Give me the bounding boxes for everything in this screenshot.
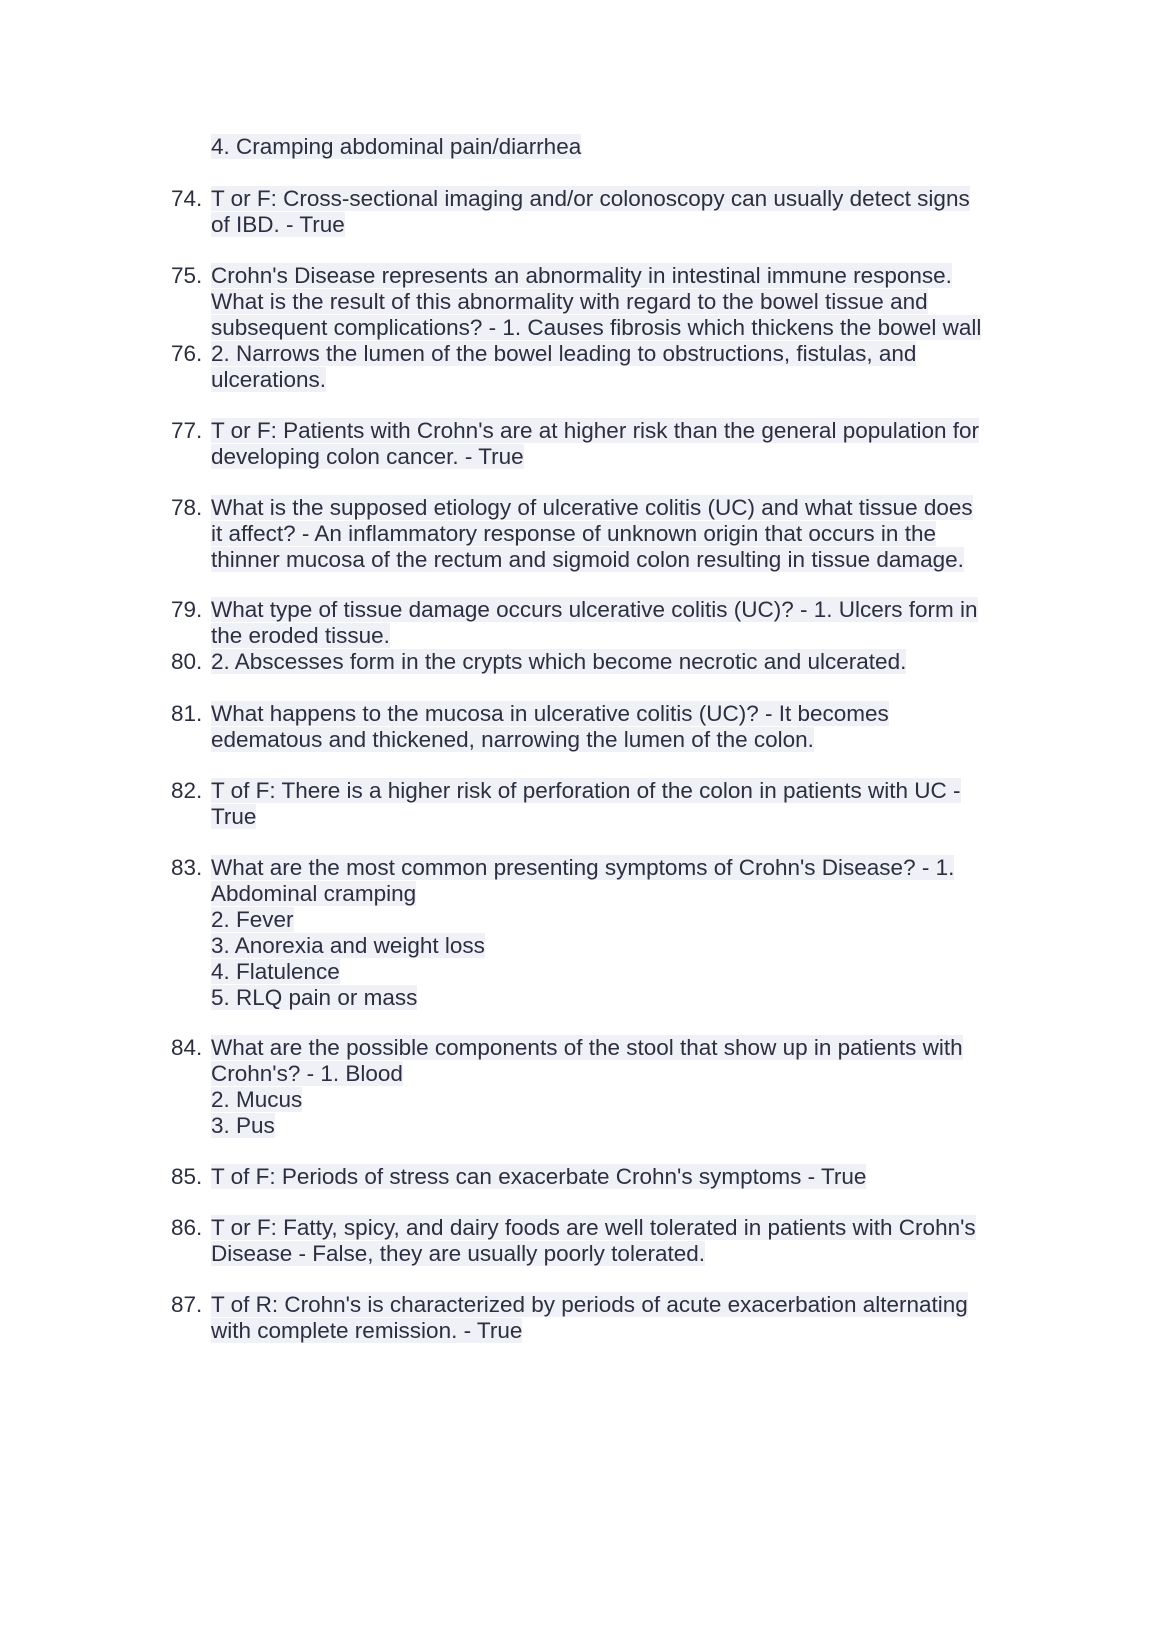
item-line: T of F: There is a higher risk of perforation of the colon in patients with UC - bbox=[211, 778, 961, 803]
item-line: 4. Flatulence bbox=[211, 959, 340, 984]
item-line: What is the result of this abnormality with regard to the bowel tissue and bbox=[211, 289, 928, 314]
item-line: developing colon cancer. - True bbox=[211, 444, 524, 469]
item-line: 2. Abscesses form in the crypts which become necrotic and ulcerated. bbox=[211, 649, 907, 674]
item-line: What happens to the mucosa in ulcerative colitis (UC)? - It becomes bbox=[211, 701, 889, 726]
item-number: 87. bbox=[171, 1292, 203, 1317]
item-line: What type of tissue damage occurs ulcerative colitis (UC)? - 1. Ulcers form in bbox=[211, 597, 978, 622]
item-line: of IBD. - True bbox=[211, 212, 345, 237]
item-number: 81. bbox=[171, 701, 203, 726]
item-line: edematous and thickened, narrowing the lumen of the colon. bbox=[211, 727, 814, 752]
item-line: T of F: Periods of stress can exacerbate Crohn's symptoms - True bbox=[211, 1164, 867, 1189]
item-line: with complete remission. - True bbox=[211, 1318, 523, 1343]
item-line: 2. Fever bbox=[211, 907, 294, 932]
item-line: T or F: Cross-sectional imaging and/or colonoscopy can usually detect signs bbox=[211, 186, 970, 211]
item-line: ulcerations. bbox=[211, 367, 327, 392]
item-line: it affect? - An inflammatory response of unknown origin that occurs in the bbox=[211, 521, 936, 546]
item-line: subsequent complications? - 1. Causes fibrosis which thickens the bowel wall bbox=[211, 315, 982, 340]
item-line: Crohn's Disease represents an abnormality in intestinal immune response. bbox=[211, 263, 952, 288]
item-number: 83. bbox=[171, 855, 203, 880]
item-line: 5. RLQ pain or mass bbox=[211, 985, 418, 1010]
item-number: 82. bbox=[171, 778, 203, 803]
item-number: 74. bbox=[171, 186, 203, 211]
item-line: What are the possible components of the stool that show up in patients with bbox=[211, 1035, 963, 1060]
item-line: T of R: Crohn's is characterized by periods of acute exacerbation alternating bbox=[211, 1292, 968, 1317]
item-line: 2. Narrows the lumen of the bowel leading to obstructions, fistulas, and bbox=[211, 341, 917, 366]
item-line: True bbox=[211, 804, 257, 829]
item-line: Crohn's? - 1. Blood bbox=[211, 1061, 403, 1086]
item-line: 3. Anorexia and weight loss bbox=[211, 933, 485, 958]
item-number: 79. bbox=[171, 597, 203, 622]
item-line: 3. Pus bbox=[211, 1113, 275, 1138]
item-number: 85. bbox=[171, 1164, 203, 1189]
item-number: 84. bbox=[171, 1035, 203, 1060]
item-line: Disease - False, they are usually poorly tolerated. bbox=[211, 1241, 705, 1266]
item-line: Abdominal cramping bbox=[211, 881, 417, 906]
item-number: 80. bbox=[171, 649, 203, 674]
item-line: 4. Cramping abdominal pain/diarrhea bbox=[211, 134, 582, 159]
item-line: What is the supposed etiology of ulcerative colitis (UC) and what tissue does bbox=[211, 495, 973, 520]
item-number: 86. bbox=[171, 1215, 203, 1240]
item-number: 76. bbox=[171, 341, 203, 366]
item-number: 75. bbox=[171, 263, 203, 288]
item-number: 77. bbox=[171, 418, 203, 443]
item-line: T or F: Fatty, spicy, and dairy foods are well tolerated in patients with Crohn's bbox=[211, 1215, 976, 1240]
item-line: the eroded tissue. bbox=[211, 623, 390, 648]
item-line: thinner mucosa of the rectum and sigmoid colon resulting in tissue damage. bbox=[211, 547, 964, 572]
item-line: 2. Mucus bbox=[211, 1087, 303, 1112]
item-line: What are the most common presenting symptoms of Crohn's Disease? - 1. bbox=[211, 855, 955, 880]
item-number: 78. bbox=[171, 495, 203, 520]
item-line: T or F: Patients with Crohn's are at higher risk than the general population for bbox=[211, 418, 980, 443]
